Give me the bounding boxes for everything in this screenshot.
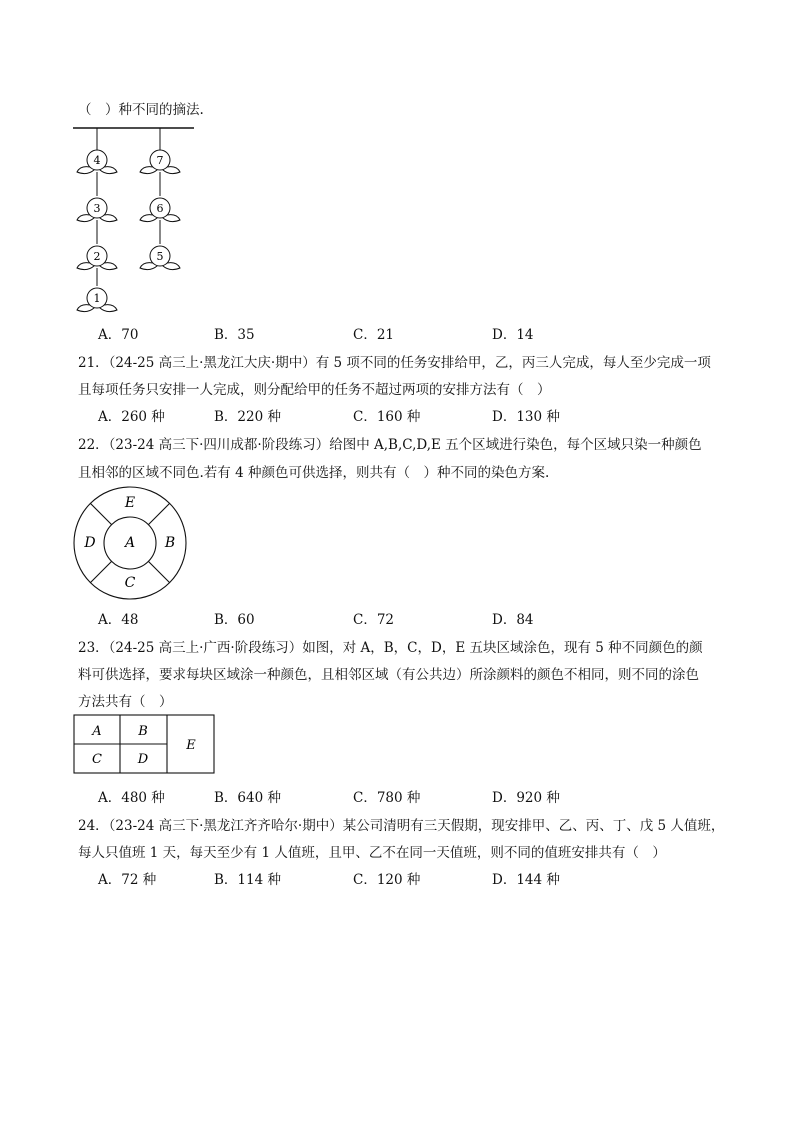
q20-option-c[interactable]: C．21 — [353, 327, 395, 343]
q24-option-d[interactable]: D．144 种 — [492, 872, 560, 888]
fruit-label: 4 — [93, 154, 101, 167]
q21-stem-line1: 21．（24-25 高三上·黑龙江大庆·期中）有 5 项不同的任务安排给甲，乙，丙三人完成，每人至少完成一项 — [78, 355, 711, 371]
q20-option-b[interactable]: B．35 — [214, 327, 255, 343]
q20-option-d[interactable]: D．14 — [492, 327, 534, 343]
q22-option-b[interactable]: B．60 — [214, 612, 255, 628]
q24-option-c[interactable]: C．120 种 — [353, 872, 421, 888]
fruit-5 — [140, 246, 180, 270]
q20-tail: （ ）种不同的摘法. — [78, 102, 204, 118]
q23-option-d[interactable]: D．920 种 — [492, 790, 560, 806]
q23-stem-line1: 23．（24-25 高三上·广西·阶段练习）如图，对 A，B，C，D，E 五块区域涂色，现有 5 种不同颜色的颜 — [78, 640, 703, 656]
fruit-6 — [140, 198, 180, 222]
fruit-label: 6 — [156, 202, 164, 215]
peach-tree-figure — [70, 120, 200, 320]
cell-e-label: E — [186, 738, 196, 753]
q21-stem-line2: 且每项任务只安排一人完成，则分配给甲的任务不超过两项的安排方法有（ ） — [78, 382, 551, 398]
q21-option-c[interactable]: C．160 种 — [353, 409, 421, 425]
fruit-3 — [77, 198, 117, 222]
cell-d-label: D — [137, 752, 149, 767]
q20-option-a[interactable]: A．70 — [98, 327, 139, 343]
q21-option-d[interactable]: D．130 种 — [492, 409, 560, 425]
q22-stem-line2: 且相邻的区域不同色.若有 4 种颜色可供选择，则共有（ ）种不同的染色方案. — [78, 465, 550, 481]
fruit-4 — [77, 150, 117, 174]
q21-option-b[interactable]: B．220 种 — [214, 409, 281, 425]
cell-c-label: C — [92, 752, 102, 767]
fruit-label: 7 — [156, 154, 164, 167]
fruit-label: 1 — [93, 292, 101, 305]
q22-option-a[interactable]: A．48 — [98, 612, 139, 628]
q24-stem-line1: 24．（23-24 高三下·黑龙江齐齐哈尔·期中）某公司清明有三天假期，现安排甲、乙、丙、丁、戊 5 人值班， — [78, 818, 725, 834]
q23-stem-line3: 方法共有（ ） — [78, 694, 173, 710]
fruit-2 — [77, 246, 117, 270]
fruit-label: 2 — [93, 250, 101, 263]
q24-stem-line2: 每人只值班 1 天，每天至少有 1 人值班，且甲、乙不在同一天值班，则不同的值班安排共有（ ） — [78, 845, 666, 861]
q21-option-a[interactable]: A．260 种 — [98, 409, 165, 425]
fruit-1 — [77, 288, 117, 312]
cell-a-label: A — [92, 724, 102, 739]
q24-option-a[interactable]: A．72 种 — [98, 872, 157, 888]
region-c-label: C — [124, 575, 136, 591]
fruit-label: 5 — [156, 250, 164, 263]
region-e-label: E — [124, 495, 136, 511]
fruit-label: 3 — [93, 202, 101, 215]
fruit-7 — [140, 150, 180, 174]
q24-option-b[interactable]: B．114 种 — [214, 872, 281, 888]
region-b-label: B — [164, 535, 176, 551]
region-d-label: D — [84, 535, 96, 551]
q22-option-d[interactable]: D．84 — [492, 612, 534, 628]
q23-option-b[interactable]: B．640 种 — [214, 790, 281, 806]
grid-region-figure — [73, 714, 215, 776]
q22-stem-line1: 22．（23-24 高三下·四川成都·阶段练习）给图中 A,B,C,D,E 五个区域进行染色，每个区域只染一种颜色 — [78, 437, 702, 453]
ring-region-figure — [72, 485, 188, 601]
q22-option-c[interactable]: C．72 — [353, 612, 395, 628]
q23-option-a[interactable]: A．480 种 — [98, 790, 165, 806]
cell-b-label: B — [138, 724, 148, 739]
region-a-label: A — [124, 535, 136, 551]
q23-option-c[interactable]: C．780 种 — [353, 790, 421, 806]
q23-stem-line2: 料可供选择，要求每块区域涂一种颜色，且相邻区域（有公共边）所涂颜料的颜色不相同，则不同的涂色 — [78, 667, 699, 683]
